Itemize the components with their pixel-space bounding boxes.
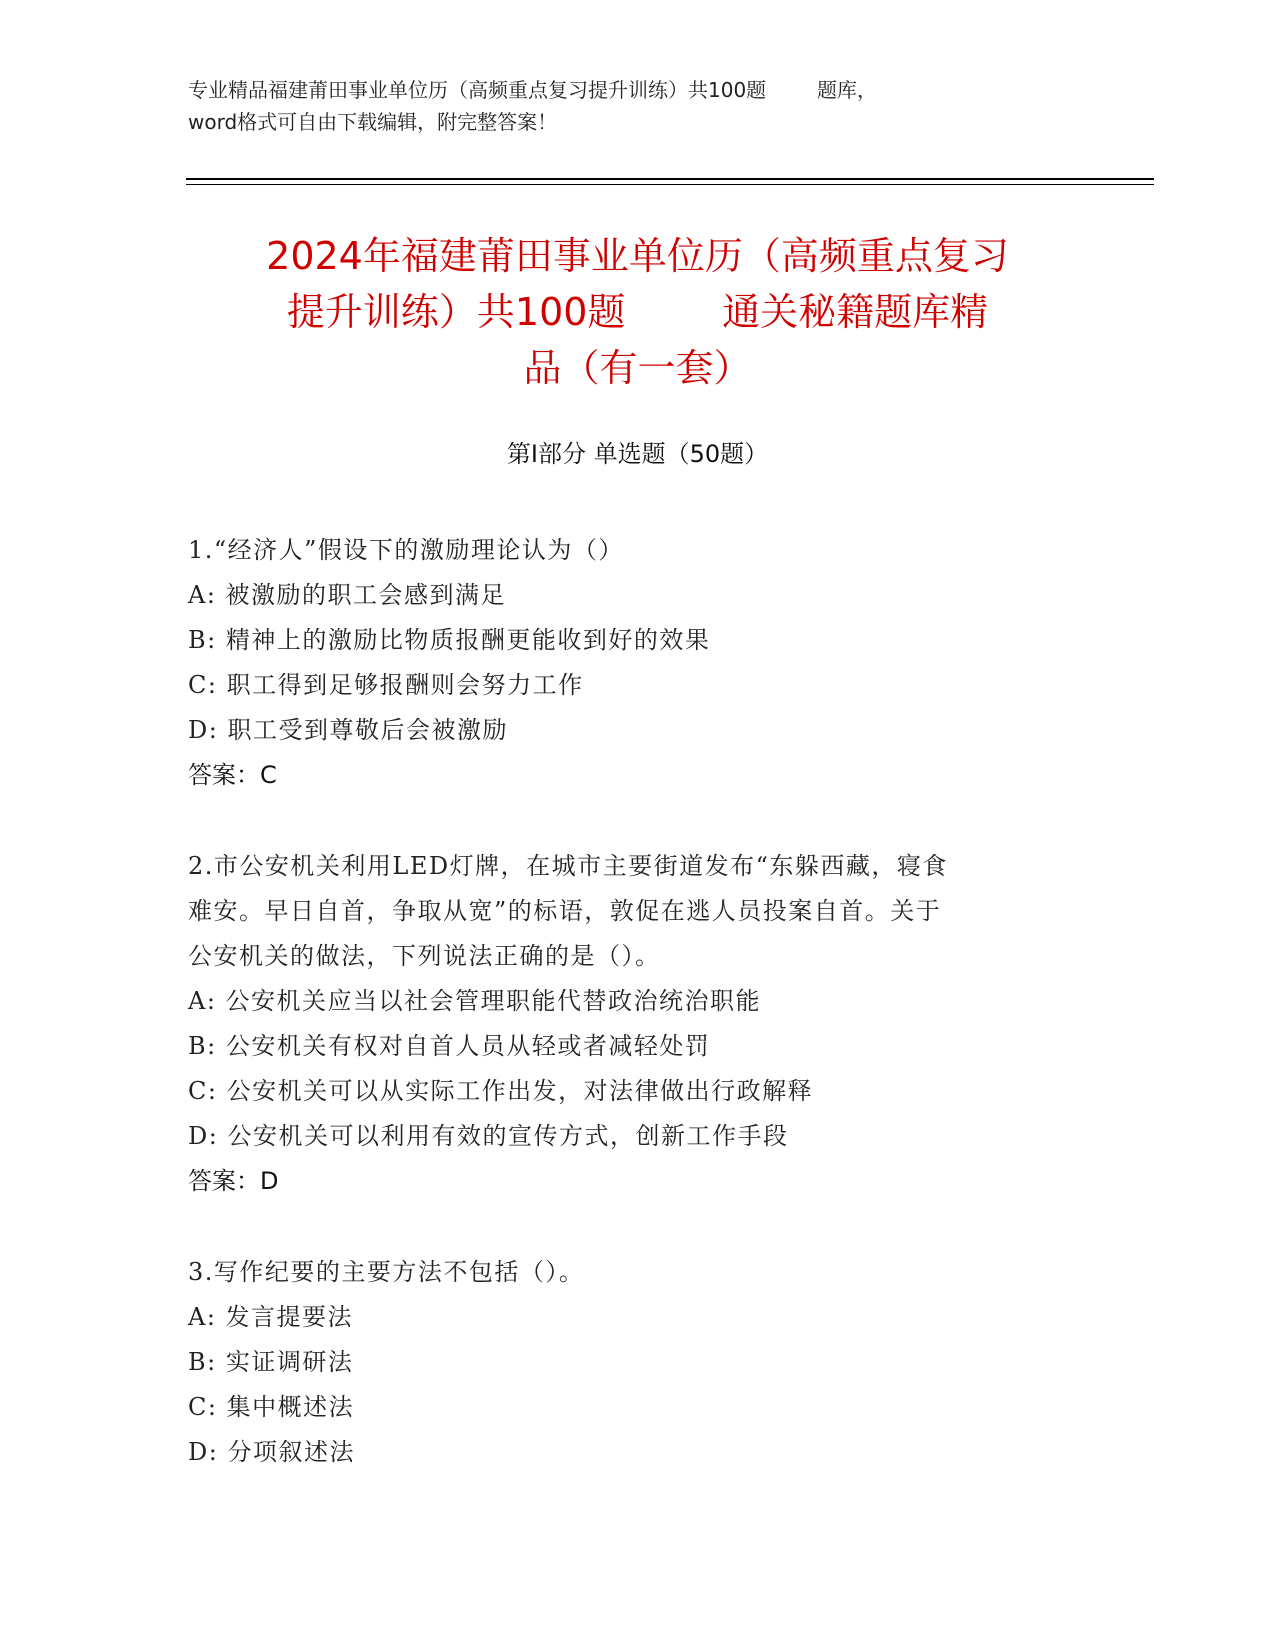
- document-title-line-2: 提升训练）共100题 通关秘籍题库精: [286, 290, 989, 334]
- option-d: D: 分项叙述法: [188, 1438, 355, 1466]
- option-b: B: 精神上的激励比物质报酬更能收到好的效果: [188, 626, 711, 654]
- option-b: B: 实证调研法: [188, 1348, 354, 1376]
- question-stem-line-3: 公安机关的做法，下列说法正确的是（）。: [188, 942, 661, 970]
- option-d: D: 职工受到尊敬后会被激励: [188, 716, 508, 744]
- question-stem: 1.“经济人”假设下的激励理论认为（）: [188, 536, 624, 564]
- document-title: [150, 228, 1125, 396]
- header-divider-thick: [186, 178, 1154, 180]
- option-a: A: 被激励的职工会感到满足: [188, 581, 507, 609]
- option-c: C: 集中概述法: [188, 1393, 355, 1421]
- option-d: D: 公安机关可以利用有效的宣传方式，创新工作手段: [188, 1122, 789, 1150]
- section-title: 第Ⅰ部分 单选题（50题）: [506, 440, 769, 468]
- header-note-line-1: 专业精品福建莆田事业单位历（高频重点复习提升训练）共100题 题库，: [188, 78, 878, 102]
- header-divider-thin: [186, 184, 1154, 185]
- answer: 答案：D: [188, 1167, 279, 1195]
- option-a: A: 公安机关应当以社会管理职能代替政治统治职能: [188, 987, 762, 1015]
- option-c: C: 职工得到足够报酬则会努力工作: [188, 671, 584, 699]
- question-3: [188, 1250, 1068, 1475]
- question-stem-line-1: 2.市公安机关利用LED灯牌，在城市主要街道发布“东躲西藏，寝食: [188, 852, 948, 880]
- option-c: C: 公安机关可以从实际工作出发，对法律做出行政解释: [188, 1077, 814, 1105]
- question-list: [188, 528, 1068, 1521]
- header-note-line-2: word格式可自由下载编辑，附完整答案！: [188, 110, 558, 134]
- document-title-line-3: 品（有一套）: [523, 346, 752, 390]
- question-stem: 3.写作纪要的主要方法不包括（）。: [188, 1258, 585, 1286]
- document-title-line-1: 2024年福建莆田事业单位历（高频重点复习: [266, 234, 1009, 278]
- header-note: [188, 74, 1088, 138]
- question-2: [188, 844, 1068, 1204]
- option-b: B: 公安机关有权对自首人员从轻或者减轻处罚: [188, 1032, 711, 1060]
- question-1: [188, 528, 1068, 798]
- answer: 答案：C: [188, 761, 277, 789]
- question-stem-line-2: 难安。早日自首，争取从宽”的标语，敦促在逃人员投案自首。关于: [188, 897, 942, 925]
- option-a: A: 发言提要法: [188, 1303, 354, 1331]
